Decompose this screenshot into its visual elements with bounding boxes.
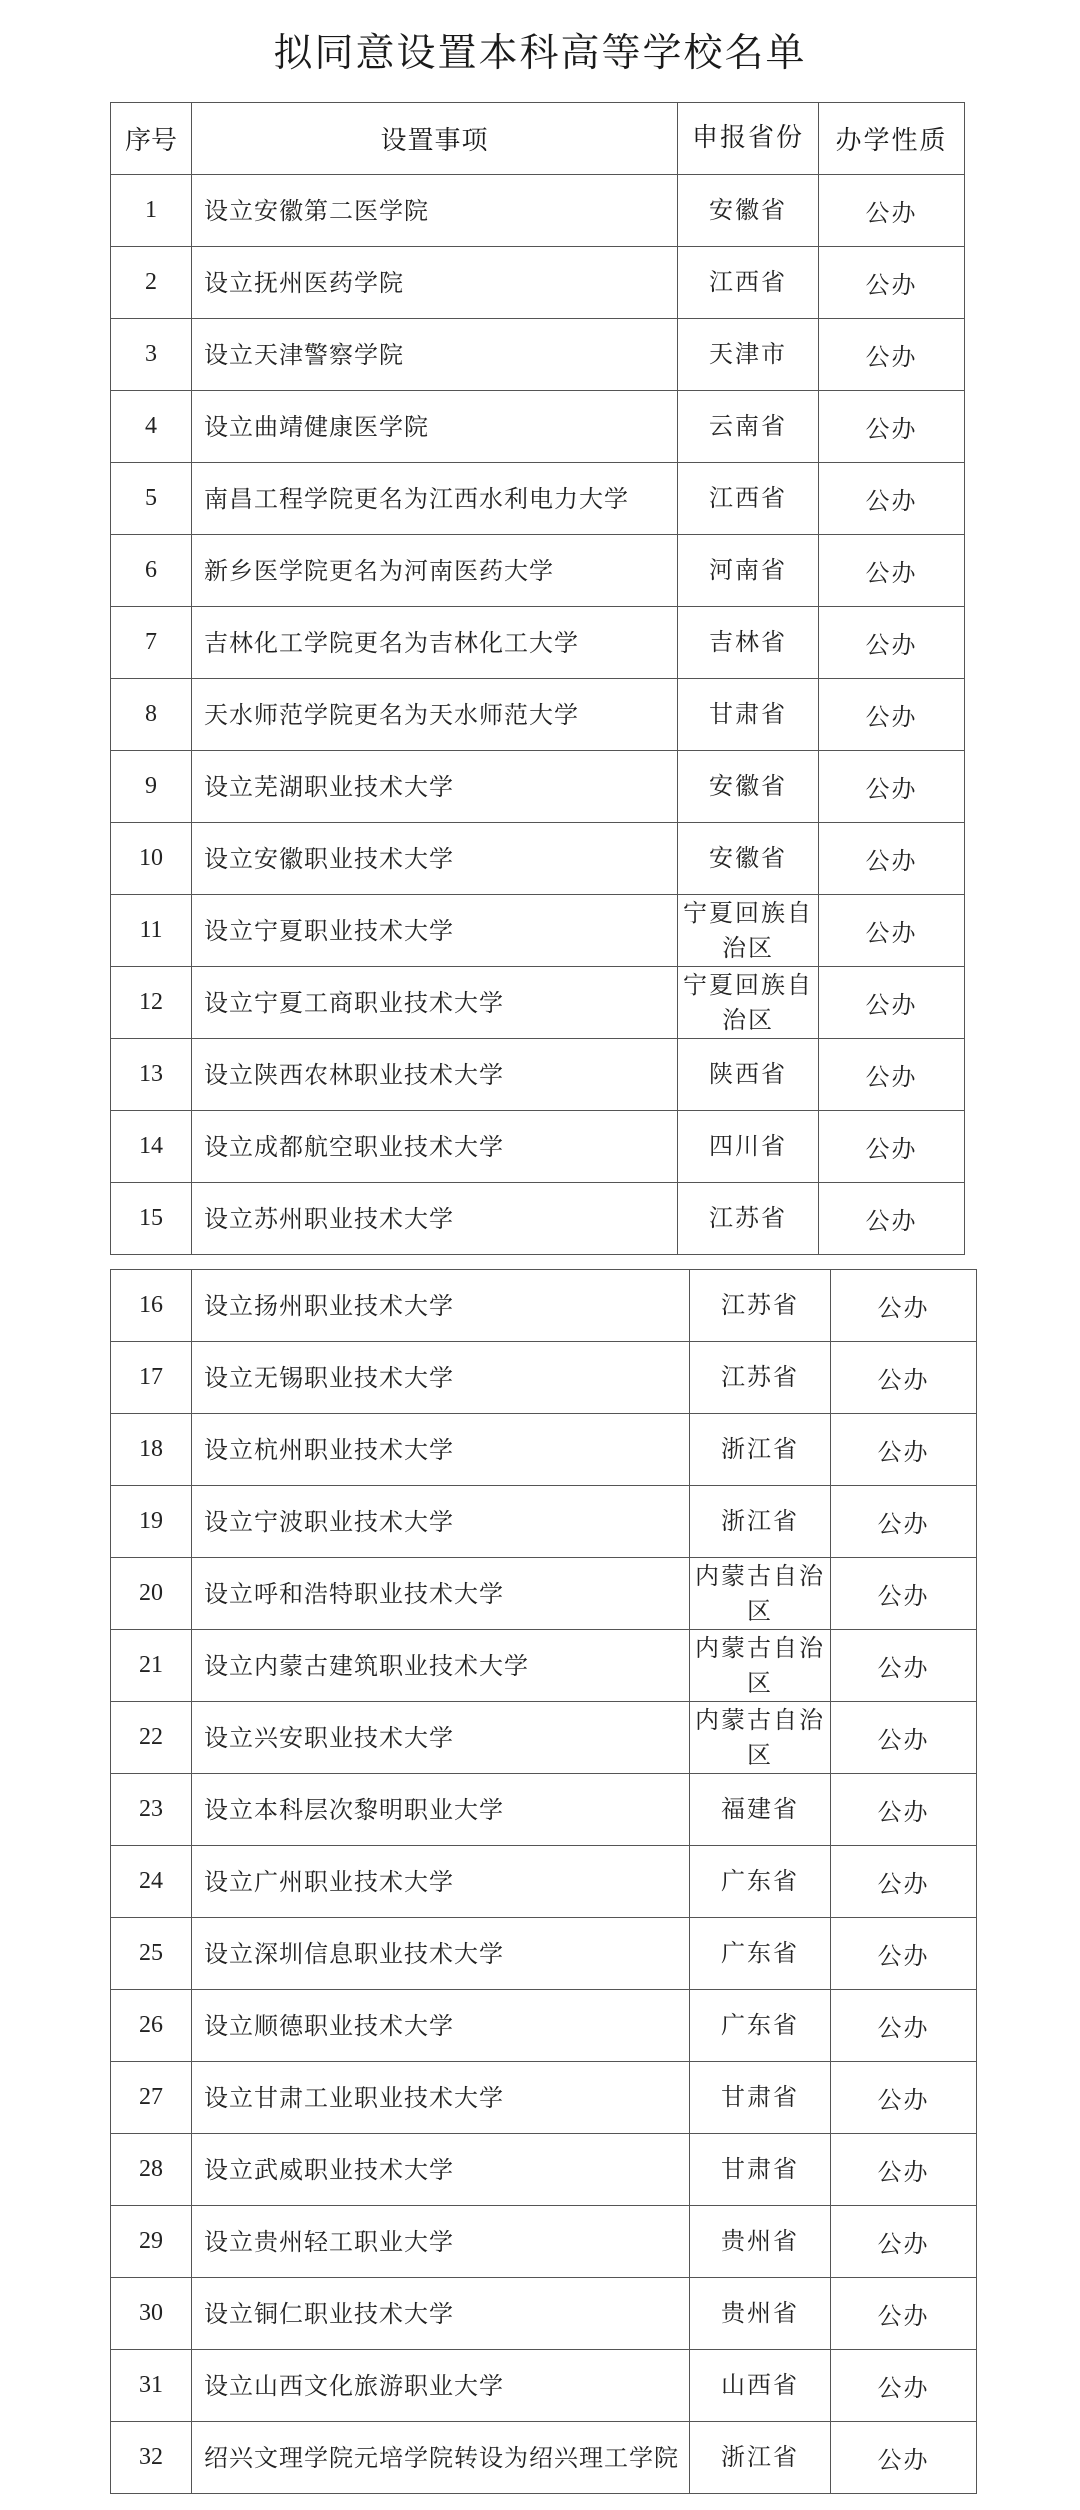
row-item-text: 设立成都航空职业技术大学	[204, 1132, 504, 1161]
table-row	[111, 1702, 977, 1774]
row-nature: 公办	[819, 1039, 965, 1111]
row-item	[192, 2422, 690, 2494]
table-row	[111, 535, 965, 607]
row-item-text: 设立武威职业技术大学	[204, 2155, 454, 2184]
row-item	[192, 463, 678, 535]
row-province: 广东省	[690, 1918, 831, 1990]
table-row	[111, 319, 965, 391]
row-nature: 公办	[819, 1183, 965, 1255]
row-item-text: 设立甘肃工业职业技术大学	[204, 2083, 504, 2112]
row-item-text: 设立天津警察学院	[204, 340, 404, 369]
table-row	[111, 1270, 977, 1342]
row-province: 安徽省	[678, 175, 819, 247]
row-item-text: 设立安徽第二医学院	[204, 196, 429, 225]
row-item-text: 绍兴文理学院元培学院转设为绍兴理工学院	[204, 2443, 679, 2472]
row-nature: 公办	[819, 1111, 965, 1183]
row-item	[192, 1774, 690, 1846]
row-item-text: 设立内蒙古建筑职业技术大学	[204, 1651, 529, 1680]
table-row	[111, 1414, 977, 1486]
row-nature: 公办	[831, 2422, 977, 2494]
row-province: 河南省	[678, 535, 819, 607]
table-row	[111, 247, 965, 319]
row-item	[192, 823, 678, 895]
row-number: 14	[111, 1111, 192, 1183]
row-item	[192, 1342, 690, 1414]
table-row	[111, 1111, 965, 1183]
row-nature: 公办	[831, 2206, 977, 2278]
row-nature: 公办	[819, 607, 965, 679]
table-row	[111, 2134, 977, 2206]
row-item-text: 设立呼和浩特职业技术大学	[204, 1579, 504, 1608]
row-province: 江苏省	[690, 1342, 831, 1414]
row-nature: 公办	[819, 391, 965, 463]
row-number: 31	[111, 2350, 192, 2422]
header-item: 设置事项	[192, 103, 678, 175]
row-province: 天津市	[678, 319, 819, 391]
row-item-text: 设立山西文化旅游职业大学	[204, 2371, 504, 2400]
row-nature: 公办	[831, 2062, 977, 2134]
row-item	[192, 1702, 690, 1774]
row-number: 20	[111, 1558, 192, 1630]
row-province: 广东省	[690, 1846, 831, 1918]
row-item-text: 设立扬州职业技术大学	[204, 1291, 454, 1320]
row-nature: 公办	[819, 823, 965, 895]
table-row	[111, 1486, 977, 1558]
row-number: 9	[111, 751, 192, 823]
row-nature: 公办	[831, 2350, 977, 2422]
header-province: 申报省份	[678, 103, 819, 175]
row-number: 6	[111, 535, 192, 607]
row-nature: 公办	[819, 967, 965, 1039]
row-province: 江苏省	[678, 1183, 819, 1255]
table-row	[111, 2206, 977, 2278]
row-number: 30	[111, 2278, 192, 2350]
table-row	[111, 1630, 977, 1702]
row-item	[192, 1558, 690, 1630]
table-row	[111, 1918, 977, 1990]
row-item-text: 设立陕西农林职业技术大学	[204, 1060, 504, 1089]
row-province: 福建省	[690, 1774, 831, 1846]
row-nature: 公办	[819, 319, 965, 391]
row-item-text: 设立芜湖职业技术大学	[204, 772, 454, 801]
row-province: 内蒙古自治区	[690, 1702, 831, 1774]
row-item-text: 吉林化工学院更名为吉林化工大学	[204, 628, 579, 657]
row-number: 4	[111, 391, 192, 463]
row-number: 18	[111, 1414, 192, 1486]
row-nature: 公办	[831, 1342, 977, 1414]
row-number: 21	[111, 1630, 192, 1702]
row-nature: 公办	[831, 1846, 977, 1918]
row-item-text: 设立宁夏职业技术大学	[204, 916, 454, 945]
row-province: 浙江省	[690, 1414, 831, 1486]
table-row	[111, 1558, 977, 1630]
row-province: 贵州省	[690, 2206, 831, 2278]
row-item	[192, 247, 678, 319]
table-row	[111, 607, 965, 679]
row-item-text: 新乡医学院更名为河南医药大学	[204, 556, 554, 585]
row-number: 10	[111, 823, 192, 895]
table-row	[111, 967, 965, 1039]
row-item	[192, 1486, 690, 1558]
row-item-text: 设立本科层次黎明职业大学	[204, 1795, 504, 1824]
row-item-text: 设立顺德职业技术大学	[204, 2011, 454, 2040]
row-nature: 公办	[819, 751, 965, 823]
row-number: 23	[111, 1774, 192, 1846]
table-row	[111, 679, 965, 751]
row-item	[192, 319, 678, 391]
row-number: 28	[111, 2134, 192, 2206]
row-item	[192, 2062, 690, 2134]
row-item	[192, 535, 678, 607]
row-item	[192, 895, 678, 967]
row-item-text: 设立宁夏工商职业技术大学	[204, 988, 504, 1017]
row-item	[192, 1270, 690, 1342]
row-item-text: 设立深圳信息职业技术大学	[204, 1939, 504, 1968]
row-nature: 公办	[819, 895, 965, 967]
row-item	[192, 1111, 678, 1183]
row-nature: 公办	[831, 1486, 977, 1558]
row-number: 13	[111, 1039, 192, 1111]
row-province: 广东省	[690, 1990, 831, 2062]
row-province: 甘肃省	[690, 2062, 831, 2134]
row-nature: 公办	[831, 1918, 977, 1990]
row-number: 17	[111, 1342, 192, 1414]
row-number: 11	[111, 895, 192, 967]
row-province: 内蒙古自治区	[690, 1630, 831, 1702]
header-nature: 办学性质	[819, 103, 965, 175]
row-item-text: 设立贵州轻工职业大学	[204, 2227, 454, 2256]
row-item	[192, 391, 678, 463]
row-item	[192, 1846, 690, 1918]
row-nature: 公办	[831, 2278, 977, 2350]
row-item-text: 南昌工程学院更名为江西水利电力大学	[204, 484, 629, 513]
row-province: 贵州省	[690, 2278, 831, 2350]
row-number: 26	[111, 1990, 192, 2062]
school-list-table-part-2	[110, 1269, 977, 2494]
row-item	[192, 1183, 678, 1255]
table-row	[111, 1039, 965, 1111]
row-province: 云南省	[678, 391, 819, 463]
row-item	[192, 607, 678, 679]
row-nature: 公办	[831, 1630, 977, 1702]
row-province: 甘肃省	[690, 2134, 831, 2206]
row-item	[192, 1039, 678, 1111]
table-header-row	[111, 103, 965, 175]
row-nature: 公办	[819, 535, 965, 607]
row-nature: 公办	[831, 1774, 977, 1846]
row-province: 甘肃省	[678, 679, 819, 751]
row-number: 15	[111, 1183, 192, 1255]
row-number: 16	[111, 1270, 192, 1342]
row-number: 19	[111, 1486, 192, 1558]
row-number: 1	[111, 175, 192, 247]
row-province: 四川省	[678, 1111, 819, 1183]
table-row	[111, 2422, 977, 2494]
row-number: 3	[111, 319, 192, 391]
row-item-text: 设立兴安职业技术大学	[204, 1723, 454, 1752]
table-row	[111, 751, 965, 823]
row-nature: 公办	[831, 1702, 977, 1774]
row-province: 浙江省	[690, 1486, 831, 1558]
row-province: 江西省	[678, 247, 819, 319]
row-item-text: 设立宁波职业技术大学	[204, 1507, 454, 1536]
row-item	[192, 2134, 690, 2206]
table-row	[111, 2062, 977, 2134]
row-item-text: 设立广州职业技术大学	[204, 1867, 454, 1896]
row-province: 山西省	[690, 2350, 831, 2422]
table-row	[111, 1183, 965, 1255]
header-number: 序号	[111, 103, 192, 175]
document-title: 拟同意设置本科高等学校名单	[273, 31, 807, 76]
row-item-text: 设立安徽职业技术大学	[204, 844, 454, 873]
row-province: 内蒙古自治区	[690, 1558, 831, 1630]
row-item	[192, 1990, 690, 2062]
row-nature: 公办	[831, 1990, 977, 2062]
row-nature: 公办	[831, 1270, 977, 1342]
table-row	[111, 391, 965, 463]
row-item-text: 设立曲靖健康医学院	[204, 412, 429, 441]
table-row	[111, 1846, 977, 1918]
table-row	[111, 823, 965, 895]
row-item	[192, 679, 678, 751]
school-list-table-part-1	[110, 102, 965, 1255]
row-item	[192, 751, 678, 823]
row-province: 安徽省	[678, 751, 819, 823]
row-nature: 公办	[819, 679, 965, 751]
row-item	[192, 1918, 690, 1990]
table-row	[111, 1342, 977, 1414]
row-item-text: 设立抚州医药学院	[204, 268, 404, 297]
row-nature: 公办	[819, 247, 965, 319]
row-item-text: 设立铜仁职业技术大学	[204, 2299, 454, 2328]
row-item	[192, 2278, 690, 2350]
table-row	[111, 463, 965, 535]
row-nature: 公办	[831, 2134, 977, 2206]
row-item	[192, 2206, 690, 2278]
row-item	[192, 1414, 690, 1486]
row-item-text: 设立苏州职业技术大学	[204, 1204, 454, 1233]
row-nature: 公办	[819, 175, 965, 247]
row-province: 浙江省	[690, 2422, 831, 2494]
row-item-text: 设立杭州职业技术大学	[204, 1435, 454, 1464]
row-province: 宁夏回族自治区	[678, 967, 819, 1039]
table-row	[111, 1774, 977, 1846]
row-item-text: 天水师范学院更名为天水师范大学	[204, 700, 579, 729]
row-province: 吉林省	[678, 607, 819, 679]
row-number: 27	[111, 2062, 192, 2134]
row-number: 8	[111, 679, 192, 751]
row-number: 25	[111, 1918, 192, 1990]
row-item	[192, 1630, 690, 1702]
row-number: 2	[111, 247, 192, 319]
row-number: 22	[111, 1702, 192, 1774]
table-row	[111, 895, 965, 967]
row-nature: 公办	[831, 1414, 977, 1486]
row-number: 29	[111, 2206, 192, 2278]
row-province: 江苏省	[690, 1270, 831, 1342]
table-row	[111, 175, 965, 247]
row-province: 安徽省	[678, 823, 819, 895]
table-body-part-2	[111, 1270, 977, 2494]
table-row	[111, 2350, 977, 2422]
row-item-text: 设立无锡职业技术大学	[204, 1363, 454, 1392]
row-province: 江西省	[678, 463, 819, 535]
row-item	[192, 2350, 690, 2422]
row-number: 7	[111, 607, 192, 679]
row-province: 陕西省	[678, 1039, 819, 1111]
table-row	[111, 1990, 977, 2062]
row-item	[192, 967, 678, 1039]
row-item	[192, 175, 678, 247]
row-nature: 公办	[819, 463, 965, 535]
row-number: 12	[111, 967, 192, 1039]
row-number: 24	[111, 1846, 192, 1918]
row-nature: 公办	[831, 1558, 977, 1630]
table-row	[111, 2278, 977, 2350]
row-province: 宁夏回族自治区	[678, 895, 819, 967]
row-number: 5	[111, 463, 192, 535]
row-number: 32	[111, 2422, 192, 2494]
